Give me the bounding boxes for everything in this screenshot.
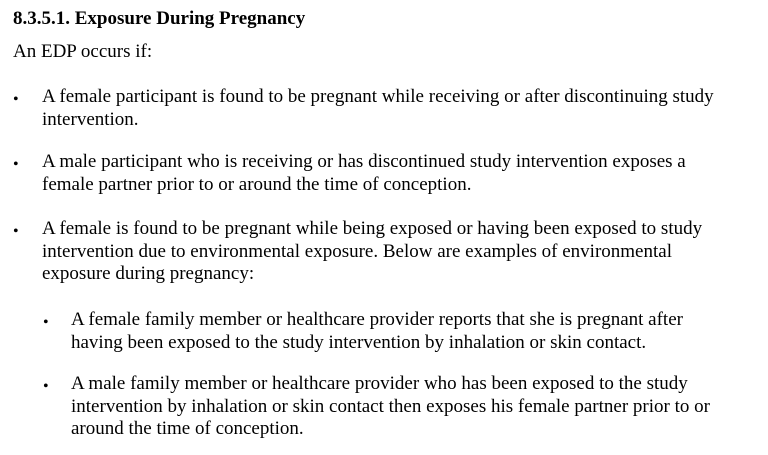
list-item-1-line-1: A female participant is found to be pregnant while receiving or after discontinuing study	[42, 86, 714, 107]
list-item-1-line-2: intervention.	[42, 108, 139, 130]
section-heading: 8.3.5.1. Exposure During Pregnancy	[13, 8, 306, 29]
bullet-icon: •	[13, 223, 19, 240]
sub-list-item-2	[71, 373, 710, 441]
list-item-2	[42, 151, 686, 196]
list-item-2-line-1: A male participant who is receiving or has discontinued study intervention exposes a	[42, 151, 686, 172]
sub-list-item-2-line-3: around the time of conception.	[71, 418, 304, 439]
sub-list-item-1-line-1: A female family member or healthcare provider reports that she is pregnant after	[71, 309, 683, 330]
list-item-3	[42, 218, 702, 286]
intro-text: An EDP occurs if:	[13, 41, 153, 62]
list-item-3-line-1: A female is found to be pregnant while being exposed or having been exposed to study	[42, 218, 703, 239]
bullet-icon: •	[43, 378, 49, 395]
sub-list-item-2-line-2: intervention by inhalation or skin contact then exposes his female partner prior to or	[71, 395, 710, 417]
bullet-icon: •	[13, 156, 19, 173]
sub-list-item-2-line-1: A male family member or healthcare provider who has been exposed to the study	[71, 373, 688, 394]
sub-list-item-1	[71, 309, 683, 354]
bullet-icon: •	[13, 91, 19, 108]
sub-list-item-1-line-2: having been exposed to the study intervention by inhalation or skin contact.	[71, 331, 647, 353]
bullet-icon: •	[43, 314, 49, 331]
list-item-2-line-2: female partner prior to or around the time of conception.	[42, 173, 472, 195]
list-item-3-line-3: exposure during pregnancy:	[42, 263, 255, 284]
list-item-3-line-2: intervention due to environmental exposure. Below are examples of environmental	[42, 240, 672, 262]
list-item-1	[42, 86, 714, 131]
